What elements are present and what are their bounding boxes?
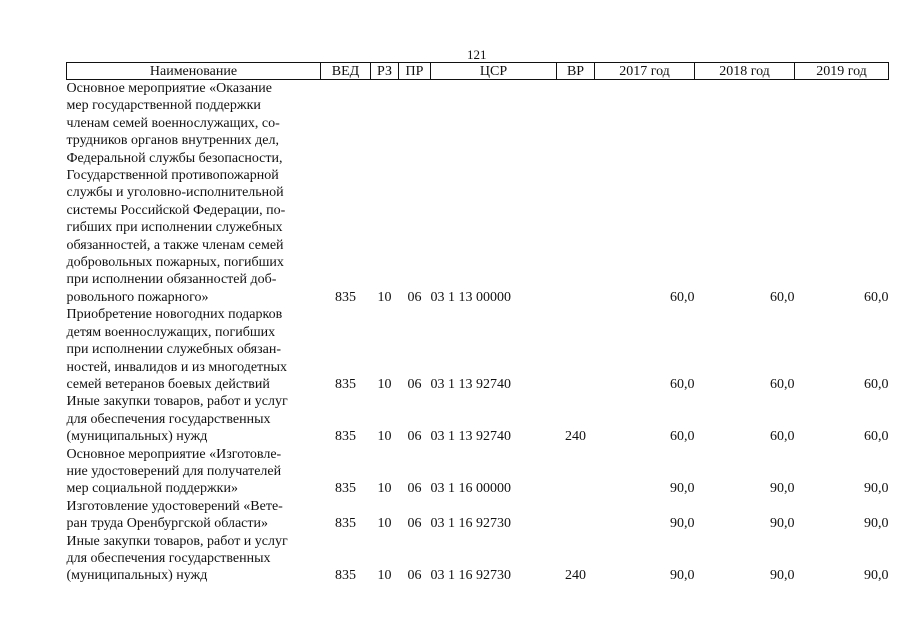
row-name-cell (67, 446, 321, 498)
row-rz: 10 (377, 568, 392, 584)
row-2018: 90,0 (770, 516, 795, 532)
row-csr: 03 1 16 92730 (430, 568, 511, 584)
row-vr (557, 498, 595, 533)
header-rz: РЗ (371, 63, 399, 80)
row-rz: 10 (377, 376, 392, 392)
header-csr: ЦСР (431, 63, 557, 80)
row-vr (557, 446, 595, 498)
row-2019: 60,0 (864, 376, 889, 392)
row-2019: 60,0 (864, 289, 889, 305)
row-name: Основное мероприятие «Оказание мер государственной поддержки членам семей военнослужащих, со- трудников органов внутренних дел, Федеральной службы безопасности, Государственной противопожарной службы и уголовно-исполнительной системы Российской Федерации, по- гибших при исполнении служебных обязанностей, а также членам семей добровольных пожарных, погибших при исполнении обязанностей доб- ровольного пожарного» (66, 81, 286, 305)
header-2019: 2019 год (795, 63, 889, 80)
row-vr (557, 306, 595, 393)
header-vr: ВР (557, 63, 595, 80)
row-2017: 90,0 (670, 516, 695, 532)
row-name-cell (67, 80, 321, 307)
row-vr: 240 (565, 568, 586, 584)
row-name: Изготовление удостоверений «Вете- ран труда Оренбургской области» (66, 498, 283, 532)
header-2018: 2018 год (695, 63, 795, 80)
row-pr: 06 (407, 516, 422, 532)
header-ved: ВЕД (321, 63, 371, 80)
row-2017: 60,0 (670, 429, 695, 445)
row-ved: 835 (335, 568, 356, 584)
row-2018: 90,0 (770, 481, 795, 497)
row-ved: 835 (335, 429, 356, 445)
row-2019: 90,0 (864, 481, 889, 497)
row-rz: 10 (377, 429, 392, 445)
row-2019: 90,0 (864, 516, 889, 532)
row-name-cell (67, 393, 321, 445)
row-csr: 03 1 13 92740 (430, 376, 511, 392)
row-rz: 10 (377, 516, 392, 532)
row-csr: 03 1 13 00000 (430, 289, 511, 305)
row-pr: 06 (407, 376, 422, 392)
row-name-cell (67, 306, 321, 393)
row-2019: 60,0 (864, 429, 889, 445)
row-pr: 06 (407, 568, 422, 584)
row-pr: 06 (407, 289, 422, 305)
table-row (67, 80, 889, 307)
table-row (67, 446, 889, 498)
table-row (67, 393, 889, 445)
table-row (67, 306, 889, 393)
row-ved: 835 (335, 516, 356, 532)
row-name: Приобретение новогодних подарков детям военнослужащих, погибших при исполнении служебных обязан- ностей, инвалидов и из многодетных семей ветеранов боевых действий (66, 307, 288, 392)
row-2017: 90,0 (670, 481, 695, 497)
row-csr: 03 1 16 92730 (430, 516, 511, 532)
budget-table (66, 62, 889, 585)
table-header-row (67, 63, 889, 80)
row-pr: 06 (407, 429, 422, 445)
row-vr (557, 80, 595, 307)
row-rz: 10 (377, 481, 392, 497)
row-rz: 10 (377, 289, 392, 305)
row-csr: 03 1 16 00000 (430, 481, 511, 497)
row-2018: 60,0 (770, 429, 795, 445)
row-name: Иные закупки товаров, работ и услуг для обеспечения государственных (муниципальных) нужд (66, 394, 288, 445)
row-2017: 60,0 (670, 289, 695, 305)
row-2017: 60,0 (670, 376, 695, 392)
row-name-cell (67, 498, 321, 533)
row-csr: 03 1 13 92740 (430, 429, 511, 445)
page-number: 121 (467, 47, 487, 62)
row-ved: 835 (335, 289, 356, 305)
table-row (67, 498, 889, 533)
header-2017: 2017 год (595, 63, 695, 80)
row-2019: 90,0 (864, 568, 889, 584)
row-name-cell (67, 533, 321, 585)
row-pr: 06 (407, 481, 422, 497)
row-name: Основное мероприятие «Изготовле- ние удостоверений для получателей мер социальной поддержки» (66, 446, 282, 497)
row-2017: 90,0 (670, 568, 695, 584)
table-row (67, 533, 889, 585)
header-name: Наименование (67, 63, 321, 80)
row-2018: 60,0 (770, 376, 795, 392)
header-pr: ПР (399, 63, 431, 80)
row-2018: 90,0 (770, 568, 795, 584)
row-ved: 835 (335, 481, 356, 497)
row-2018: 60,0 (770, 289, 795, 305)
row-vr: 240 (565, 429, 586, 445)
row-name: Иные закупки товаров, работ и услуг для обеспечения государственных (муниципальных) нужд (66, 533, 288, 584)
row-ved: 835 (335, 376, 356, 392)
